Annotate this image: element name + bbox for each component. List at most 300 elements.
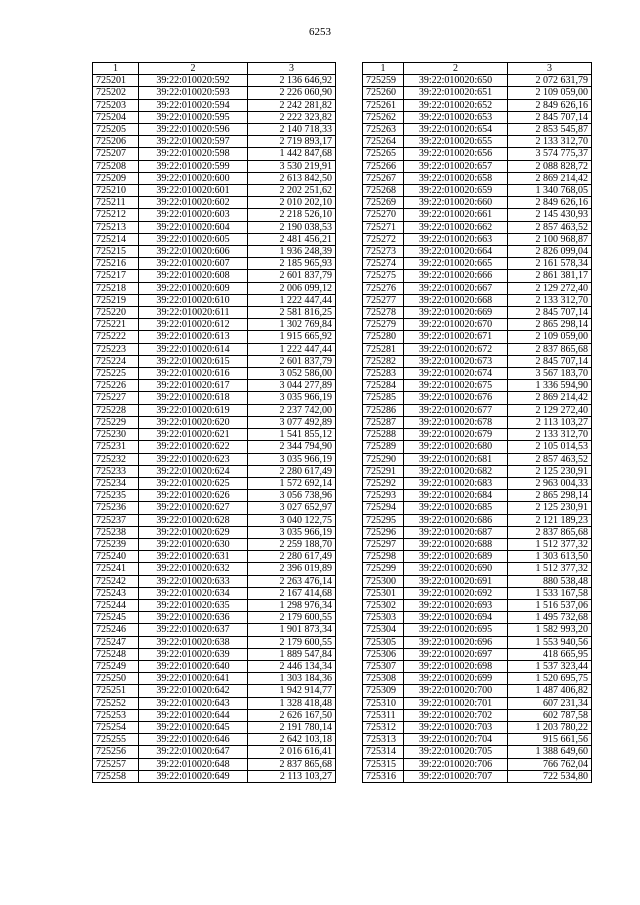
row-number-cell: 725289 — [363, 441, 404, 453]
cadastral-number-cell: 39:22:010020:632 — [139, 563, 248, 575]
table-row — [363, 148, 592, 160]
table-row — [363, 185, 592, 197]
cadastral-number-cell: 39:22:010020:664 — [404, 246, 508, 258]
table-row — [93, 587, 336, 599]
table-row — [93, 331, 336, 343]
row-number-cell: 725281 — [363, 343, 404, 355]
row-number-cell: 725259 — [363, 75, 404, 87]
cadastral-number-cell: 39:22:010020:698 — [404, 660, 508, 672]
cadastral-number-cell: 39:22:010020:640 — [139, 660, 248, 672]
table-row — [93, 758, 336, 770]
cadastral-number-cell: 39:22:010020:633 — [139, 575, 248, 587]
cadastral-number-cell: 39:22:010020:615 — [139, 355, 248, 367]
row-number-cell: 725213 — [93, 221, 139, 233]
value-cell: 1 303 613,50 — [508, 551, 592, 563]
table-row — [363, 648, 592, 660]
cadastral-number-cell: 39:22:010020:631 — [139, 551, 248, 563]
cadastral-number-cell: 39:22:010020:653 — [404, 111, 508, 123]
value-cell: 1 336 594,90 — [508, 380, 592, 392]
row-number-cell: 725242 — [93, 575, 139, 587]
cadastral-number-cell: 39:22:010020:671 — [404, 331, 508, 343]
row-number-cell: 725252 — [93, 697, 139, 709]
row-number-cell: 725244 — [93, 599, 139, 611]
row-number-cell: 725280 — [363, 331, 404, 343]
row-number-cell: 725221 — [93, 319, 139, 331]
cadastral-number-cell: 39:22:010020:638 — [139, 636, 248, 648]
cadastral-number-cell: 39:22:010020:704 — [404, 734, 508, 746]
cadastral-number-cell: 39:22:010020:613 — [139, 331, 248, 343]
table-row — [363, 355, 592, 367]
cadastral-number-cell: 39:22:010020:654 — [404, 124, 508, 136]
row-number-cell: 725236 — [93, 502, 139, 514]
cadastral-number-cell: 39:22:010020:681 — [404, 453, 508, 465]
row-number-cell: 725271 — [363, 221, 404, 233]
row-number-cell: 725247 — [93, 636, 139, 648]
value-cell: 2 845 707,14 — [508, 307, 592, 319]
cadastral-number-cell: 39:22:010020:690 — [404, 563, 508, 575]
table-row — [93, 648, 336, 660]
cadastral-number-cell: 39:22:010020:602 — [139, 197, 248, 209]
value-cell: 602 787,58 — [508, 709, 592, 721]
table-row — [93, 490, 336, 502]
table-row — [363, 429, 592, 441]
value-cell: 2 837 865,68 — [508, 526, 592, 538]
column-header: 1 — [93, 63, 139, 75]
row-number-cell: 725293 — [363, 490, 404, 502]
value-cell: 3 567 183,70 — [508, 368, 592, 380]
cadastral-number-cell: 39:22:010020:693 — [404, 599, 508, 611]
row-number-cell: 725303 — [363, 612, 404, 624]
row-number-cell: 725278 — [363, 307, 404, 319]
row-number-cell: 725248 — [93, 648, 139, 660]
table-row — [363, 111, 592, 123]
cadastral-number-cell: 39:22:010020:676 — [404, 392, 508, 404]
cadastral-number-cell: 39:22:010020:658 — [404, 172, 508, 184]
value-cell: 2 125 230,91 — [508, 502, 592, 514]
row-number-cell: 725223 — [93, 343, 139, 355]
row-number-cell: 725270 — [363, 209, 404, 221]
table-row — [93, 221, 336, 233]
table-row — [93, 697, 336, 709]
cadastral-number-cell: 39:22:010020:706 — [404, 758, 508, 770]
table-row — [93, 477, 336, 489]
value-cell: 3 056 738,96 — [248, 490, 336, 502]
table-row — [363, 270, 592, 282]
value-cell: 2 105 014,53 — [508, 441, 592, 453]
value-cell: 3 574 775,37 — [508, 148, 592, 160]
cadastral-number-cell: 39:22:010020:672 — [404, 343, 508, 355]
value-cell: 2 109 059,00 — [508, 331, 592, 343]
table-row — [93, 563, 336, 575]
table-row — [93, 734, 336, 746]
value-cell: 2 006 099,12 — [248, 282, 336, 294]
value-cell: 2 869 214,42 — [508, 172, 592, 184]
value-cell: 1 553 940,56 — [508, 636, 592, 648]
row-number-cell: 725219 — [93, 294, 139, 306]
row-number-cell: 725237 — [93, 514, 139, 526]
table-row — [93, 599, 336, 611]
row-number-cell: 725204 — [93, 111, 139, 123]
cadastral-number-cell: 39:22:010020:610 — [139, 294, 248, 306]
value-cell: 2 826 099,04 — [508, 246, 592, 258]
value-cell: 2 161 578,34 — [508, 258, 592, 270]
cadastral-number-cell: 39:22:010020:624 — [139, 465, 248, 477]
cadastral-number-cell: 39:22:010020:700 — [404, 685, 508, 697]
cadastral-number-cell: 39:22:010020:659 — [404, 185, 508, 197]
value-cell: 2 601 837,79 — [248, 355, 336, 367]
table-row — [93, 148, 336, 160]
row-number-cell: 725265 — [363, 148, 404, 160]
table-row — [363, 624, 592, 636]
table-row — [93, 99, 336, 111]
row-number-cell: 725240 — [93, 551, 139, 563]
cadastral-number-cell: 39:22:010020:629 — [139, 526, 248, 538]
row-number-cell: 725229 — [93, 416, 139, 428]
table-row — [363, 551, 592, 563]
table-row — [93, 526, 336, 538]
value-cell: 2 129 272,40 — [508, 282, 592, 294]
value-cell: 2 222 323,82 — [248, 111, 336, 123]
row-number-cell: 725298 — [363, 551, 404, 563]
value-cell: 1 203 780,22 — [508, 721, 592, 733]
cadastral-number-cell: 39:22:010020:678 — [404, 416, 508, 428]
value-cell: 2 190 038,53 — [248, 221, 336, 233]
table-row — [363, 490, 592, 502]
row-number-cell: 725299 — [363, 563, 404, 575]
row-number-cell: 725316 — [363, 770, 404, 782]
cadastral-number-cell: 39:22:010020:699 — [404, 673, 508, 685]
table-row — [363, 172, 592, 184]
value-cell: 2 129 272,40 — [508, 404, 592, 416]
table-row — [363, 368, 592, 380]
cadastral-number-cell: 39:22:010020:611 — [139, 307, 248, 319]
table-row — [363, 575, 592, 587]
cadastral-number-cell: 39:22:010020:670 — [404, 319, 508, 331]
cadastral-number-cell: 39:22:010020:599 — [139, 160, 248, 172]
value-cell: 2 837 865,68 — [248, 758, 336, 770]
row-number-cell: 725311 — [363, 709, 404, 721]
row-number-cell: 725228 — [93, 404, 139, 416]
table-row — [93, 624, 336, 636]
cadastral-number-cell: 39:22:010020:616 — [139, 368, 248, 380]
row-number-cell: 725238 — [93, 526, 139, 538]
value-cell: 2 263 476,14 — [248, 575, 336, 587]
cadastral-number-cell: 39:22:010020:619 — [139, 404, 248, 416]
cadastral-number-cell: 39:22:010020:673 — [404, 355, 508, 367]
table-row — [363, 392, 592, 404]
cadastral-number-cell: 39:22:010020:600 — [139, 172, 248, 184]
row-number-cell: 725245 — [93, 612, 139, 624]
cadastral-number-cell: 39:22:010020:609 — [139, 282, 248, 294]
table-row — [363, 758, 592, 770]
value-cell: 1 328 418,48 — [248, 697, 336, 709]
cadastral-number-cell: 39:22:010020:675 — [404, 380, 508, 392]
table-row — [363, 660, 592, 672]
row-number-cell: 725309 — [363, 685, 404, 697]
value-cell: 3 035 966,19 — [248, 526, 336, 538]
row-number-cell: 725212 — [93, 209, 139, 221]
table-row — [93, 721, 336, 733]
cadastral-number-cell: 39:22:010020:639 — [139, 648, 248, 660]
value-cell: 2 016 616,41 — [248, 746, 336, 758]
cadastral-number-cell: 39:22:010020:692 — [404, 587, 508, 599]
row-number-cell: 725216 — [93, 258, 139, 270]
table-row — [363, 636, 592, 648]
table-row — [93, 502, 336, 514]
row-number-cell: 725287 — [363, 416, 404, 428]
row-number-cell: 725288 — [363, 429, 404, 441]
cadastral-number-cell: 39:22:010020:655 — [404, 136, 508, 148]
row-number-cell: 725290 — [363, 453, 404, 465]
value-cell: 1 572 692,14 — [248, 477, 336, 489]
cadastral-number-cell: 39:22:010020:592 — [139, 75, 248, 87]
value-cell: 3 077 492,89 — [248, 416, 336, 428]
cadastral-number-cell: 39:22:010020:605 — [139, 233, 248, 245]
cadastral-number-cell: 39:22:010020:669 — [404, 307, 508, 319]
value-cell: 2 642 103,18 — [248, 734, 336, 746]
cadastral-number-cell: 39:22:010020:677 — [404, 404, 508, 416]
row-number-cell: 725284 — [363, 380, 404, 392]
row-number-cell: 725296 — [363, 526, 404, 538]
value-cell: 1 302 769,84 — [248, 319, 336, 331]
table-row — [363, 746, 592, 758]
cadastral-number-cell: 39:22:010020:607 — [139, 258, 248, 270]
row-number-cell: 725210 — [93, 185, 139, 197]
cadastral-number-cell: 39:22:010020:628 — [139, 514, 248, 526]
table-row — [363, 209, 592, 221]
cadastral-number-cell: 39:22:010020:648 — [139, 758, 248, 770]
table-row — [363, 160, 592, 172]
cadastral-number-cell: 39:22:010020:684 — [404, 490, 508, 502]
row-number-cell: 725230 — [93, 429, 139, 441]
table-row — [93, 111, 336, 123]
row-number-cell: 725251 — [93, 685, 139, 697]
table-row — [363, 319, 592, 331]
table-row — [93, 673, 336, 685]
table-row — [363, 538, 592, 550]
value-cell: 1 936 248,39 — [248, 246, 336, 258]
row-number-cell: 725310 — [363, 697, 404, 709]
row-number-cell: 725268 — [363, 185, 404, 197]
value-cell: 2 396 019,89 — [248, 563, 336, 575]
value-cell: 1 388 649,60 — [508, 746, 592, 758]
value-cell: 1 512 377,32 — [508, 563, 592, 575]
row-number-cell: 725254 — [93, 721, 139, 733]
value-cell: 418 665,95 — [508, 648, 592, 660]
cadastral-number-cell: 39:22:010020:622 — [139, 441, 248, 453]
row-number-cell: 725218 — [93, 282, 139, 294]
cadastral-number-cell: 39:22:010020:649 — [139, 770, 248, 782]
cadastral-number-cell: 39:22:010020:618 — [139, 392, 248, 404]
value-cell: 915 661,56 — [508, 734, 592, 746]
value-cell: 3 035 966,19 — [248, 392, 336, 404]
cadastral-number-cell: 39:22:010020:657 — [404, 160, 508, 172]
value-cell: 2 626 167,50 — [248, 709, 336, 721]
cadastral-number-cell: 39:22:010020:635 — [139, 599, 248, 611]
table-row — [93, 75, 336, 87]
value-cell: 2 191 780,14 — [248, 721, 336, 733]
cadastral-number-cell: 39:22:010020:614 — [139, 343, 248, 355]
cadastral-number-cell: 39:22:010020:597 — [139, 136, 248, 148]
table-row — [93, 514, 336, 526]
table-row — [363, 136, 592, 148]
cadastral-number-cell: 39:22:010020:679 — [404, 429, 508, 441]
value-cell: 1 582 993,20 — [508, 624, 592, 636]
cadastral-number-cell: 39:22:010020:663 — [404, 233, 508, 245]
row-number-cell: 725273 — [363, 246, 404, 258]
table-row — [363, 331, 592, 343]
row-number-cell: 725277 — [363, 294, 404, 306]
table-row — [93, 209, 336, 221]
cadastral-number-cell: 39:22:010020:651 — [404, 87, 508, 99]
row-number-cell: 725220 — [93, 307, 139, 319]
row-number-cell: 725301 — [363, 587, 404, 599]
column-header: 2 — [139, 63, 248, 75]
table-row — [363, 697, 592, 709]
cadastral-number-cell: 39:22:010020:642 — [139, 685, 248, 697]
cadastral-number-cell: 39:22:010020:694 — [404, 612, 508, 624]
cadastral-number-cell: 39:22:010020:705 — [404, 746, 508, 758]
row-number-cell: 725201 — [93, 75, 139, 87]
value-cell: 2 072 631,79 — [508, 75, 592, 87]
row-number-cell: 725207 — [93, 148, 139, 160]
table-row — [93, 380, 336, 392]
row-number-cell: 725286 — [363, 404, 404, 416]
table-row — [363, 124, 592, 136]
value-cell: 2 167 414,68 — [248, 587, 336, 599]
table-row — [93, 197, 336, 209]
table-row — [363, 416, 592, 428]
table-row — [93, 770, 336, 782]
row-number-cell: 725276 — [363, 282, 404, 294]
row-number-cell: 725226 — [93, 380, 139, 392]
cadastral-number-cell: 39:22:010020:626 — [139, 490, 248, 502]
row-number-cell: 725305 — [363, 636, 404, 648]
row-number-cell: 725214 — [93, 233, 139, 245]
cadastral-number-cell: 39:22:010020:627 — [139, 502, 248, 514]
row-number-cell: 725314 — [363, 746, 404, 758]
value-cell: 2 280 617,49 — [248, 551, 336, 563]
value-cell: 1 303 184,36 — [248, 673, 336, 685]
cadastral-number-cell: 39:22:010020:606 — [139, 246, 248, 258]
column-header: 2 — [404, 63, 508, 75]
value-cell: 2 259 188,70 — [248, 538, 336, 550]
row-number-cell: 725250 — [93, 673, 139, 685]
value-cell: 2 446 134,34 — [248, 660, 336, 672]
row-number-cell: 725243 — [93, 587, 139, 599]
cadastral-number-cell: 39:22:010020:674 — [404, 368, 508, 380]
cadastral-number-cell: 39:22:010020:630 — [139, 538, 248, 550]
value-cell: 2 179 600,55 — [248, 636, 336, 648]
cadastral-number-cell: 39:22:010020:688 — [404, 538, 508, 550]
row-number-cell: 725241 — [93, 563, 139, 575]
table-row — [93, 465, 336, 477]
value-cell: 722 534,80 — [508, 770, 592, 782]
cadastral-number-cell: 39:22:010020:625 — [139, 477, 248, 489]
cadastral-number-cell: 39:22:010020:595 — [139, 111, 248, 123]
row-number-cell: 725294 — [363, 502, 404, 514]
row-number-cell: 725292 — [363, 477, 404, 489]
cadastral-number-cell: 39:22:010020:701 — [404, 697, 508, 709]
value-cell: 2 136 646,92 — [248, 75, 336, 87]
row-number-cell: 725267 — [363, 172, 404, 184]
value-cell: 2 849 626,16 — [508, 99, 592, 111]
row-number-cell: 725304 — [363, 624, 404, 636]
table-row — [363, 465, 592, 477]
column-header: 3 — [508, 63, 592, 75]
value-cell: 2 242 281,82 — [248, 99, 336, 111]
table-row — [363, 87, 592, 99]
cadastral-number-cell: 39:22:010020:634 — [139, 587, 248, 599]
right-table-body — [363, 75, 592, 783]
value-cell: 2 865 298,14 — [508, 490, 592, 502]
right-table — [362, 62, 592, 783]
value-cell: 1 442 847,68 — [248, 148, 336, 160]
cadastral-number-cell: 39:22:010020:621 — [139, 429, 248, 441]
left-table-body — [93, 75, 336, 783]
table-row — [93, 355, 336, 367]
table-row — [93, 404, 336, 416]
row-number-cell: 725239 — [93, 538, 139, 550]
row-number-cell: 725209 — [93, 172, 139, 184]
table-row — [93, 233, 336, 245]
table-row — [93, 429, 336, 441]
value-cell: 2 280 617,49 — [248, 465, 336, 477]
cadastral-number-cell: 39:22:010020:641 — [139, 673, 248, 685]
row-number-cell: 725258 — [93, 770, 139, 782]
value-cell: 2 218 526,10 — [248, 209, 336, 221]
value-cell: 1 222 447,44 — [248, 294, 336, 306]
value-cell: 2 865 298,14 — [508, 319, 592, 331]
table-row — [363, 673, 592, 685]
cadastral-number-cell: 39:22:010020:650 — [404, 75, 508, 87]
cadastral-number-cell: 39:22:010020:603 — [139, 209, 248, 221]
value-cell: 1 512 377,32 — [508, 538, 592, 550]
value-cell: 2 185 965,93 — [248, 258, 336, 270]
value-cell: 2 202 251,62 — [248, 185, 336, 197]
value-cell: 2 113 103,27 — [248, 770, 336, 782]
table-row — [363, 233, 592, 245]
cadastral-number-cell: 39:22:010020:689 — [404, 551, 508, 563]
header-row — [363, 63, 592, 75]
value-cell: 2 857 463,52 — [508, 221, 592, 233]
value-cell: 1 222 447,44 — [248, 343, 336, 355]
value-cell: 2 179 600,55 — [248, 612, 336, 624]
value-cell: 2 845 707,14 — [508, 111, 592, 123]
row-number-cell: 725227 — [93, 392, 139, 404]
value-cell: 2 719 893,17 — [248, 136, 336, 148]
page-number: 6253 — [309, 26, 331, 38]
value-cell: 1 541 855,12 — [248, 429, 336, 441]
value-cell: 2 481 456,21 — [248, 233, 336, 245]
cadastral-number-cell: 39:22:010020:652 — [404, 99, 508, 111]
table-row — [363, 770, 592, 782]
table-row — [93, 612, 336, 624]
row-number-cell: 725285 — [363, 392, 404, 404]
cadastral-number-cell: 39:22:010020:667 — [404, 282, 508, 294]
value-cell: 1 298 976,34 — [248, 599, 336, 611]
value-cell: 3 530 219,91 — [248, 160, 336, 172]
cadastral-number-cell: 39:22:010020:601 — [139, 185, 248, 197]
value-cell: 766 762,04 — [508, 758, 592, 770]
row-number-cell: 725300 — [363, 575, 404, 587]
left-table — [92, 62, 336, 783]
value-cell: 1 889 547,84 — [248, 648, 336, 660]
table-row — [93, 746, 336, 758]
table-row — [363, 514, 592, 526]
table-row — [363, 453, 592, 465]
row-number-cell: 725232 — [93, 453, 139, 465]
